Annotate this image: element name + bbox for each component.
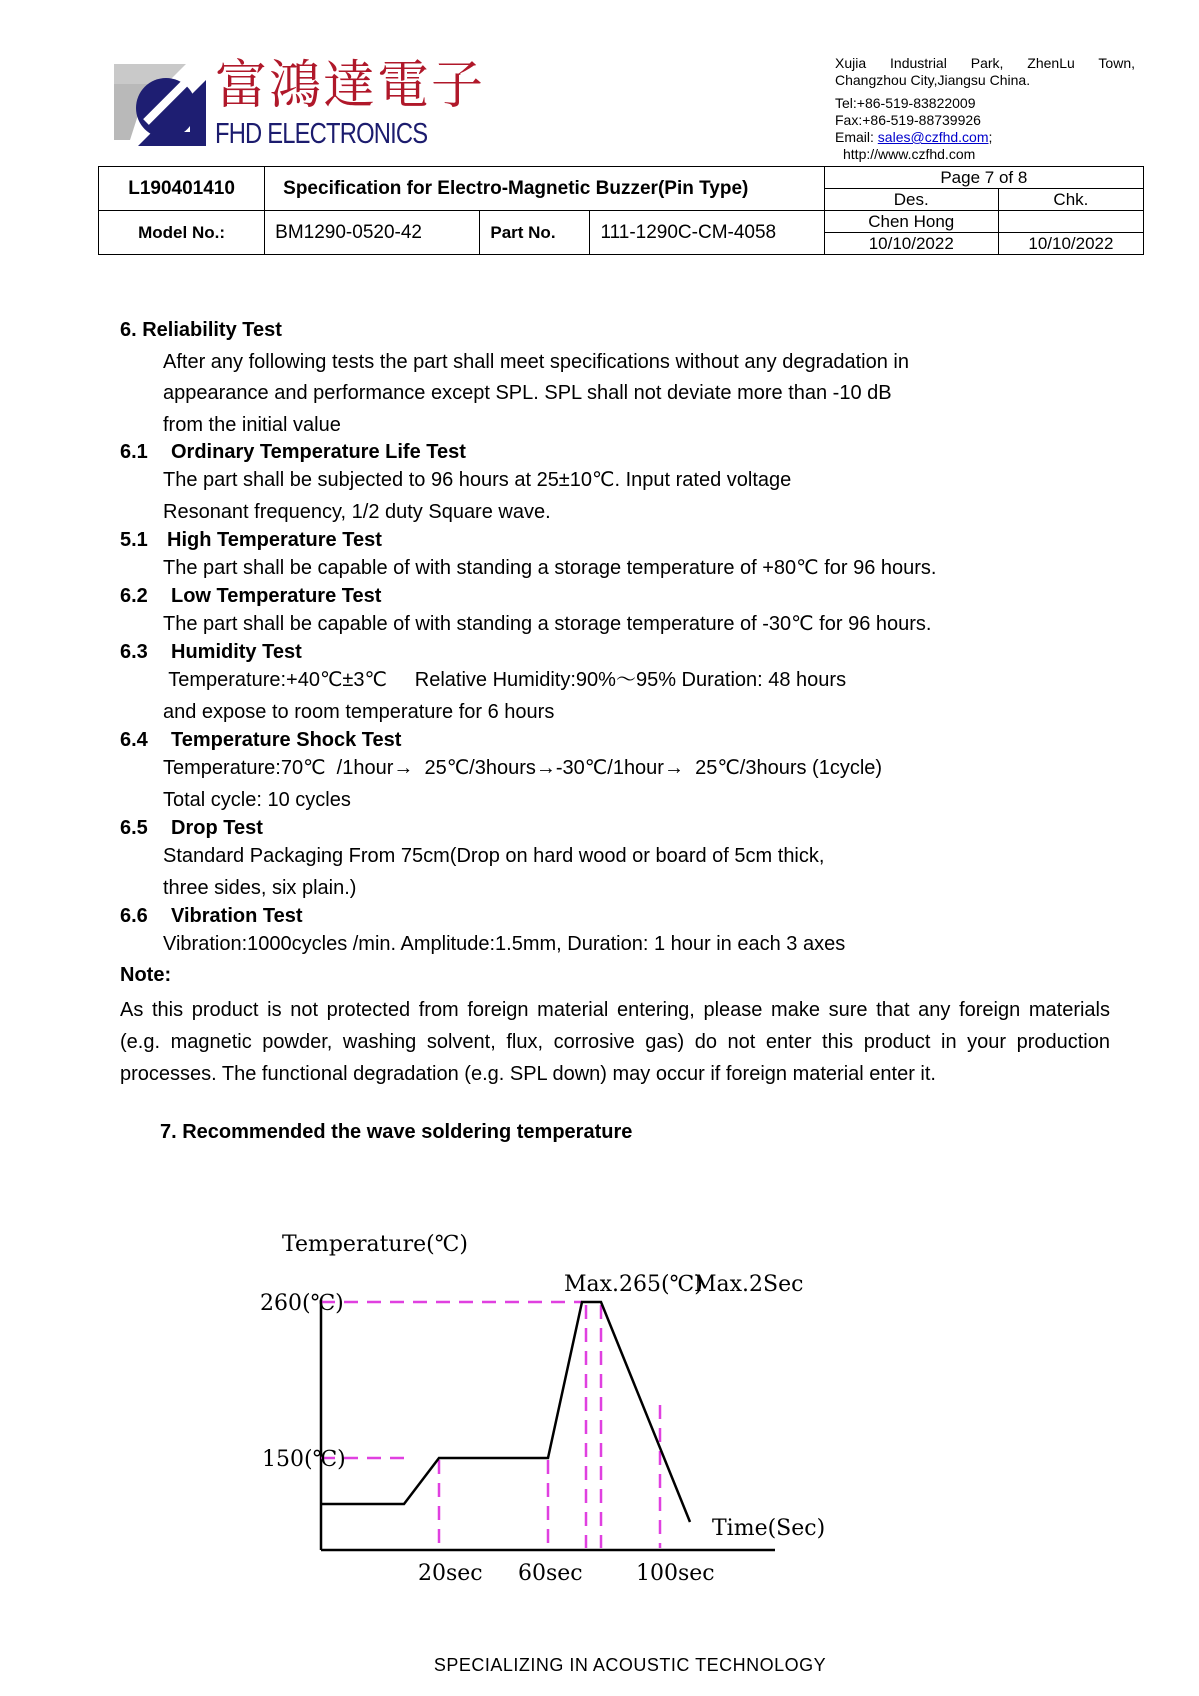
test-6-4-title: Temperature Shock Test xyxy=(171,729,402,751)
test-6-3-title: Humidity Test xyxy=(171,641,302,663)
spec-header-table xyxy=(98,166,1144,255)
model-number: BM1290-0520-42 xyxy=(265,211,480,255)
test-6-3-line-2: and expose to room temperature for 6 hours xyxy=(163,701,555,723)
part-number: 111-1290C-CM-4058 xyxy=(590,211,824,255)
test-6-6-line-1: Vibration:1000cycles /min. Amplitude:1.5mm, Duration: 1 hour in each 3 axes xyxy=(163,933,846,955)
section-6-line-3: from the initial value xyxy=(163,414,341,436)
logo-text-en: FHD ELECTRONICS xyxy=(215,118,428,150)
page-footer: SPECIALIZING IN ACOUSTIC TECHNOLOGY xyxy=(433,1655,827,1675)
test-6-4-line-1: Temperature:70℃ /1hour→ 25℃/3hours→-30℃/1hour→ 25℃/3hours (1cycle) xyxy=(163,757,883,779)
y-tick-260: 260(℃) xyxy=(260,1291,344,1316)
section-6-heading: 6. Reliability Test xyxy=(120,319,282,341)
x-tick-20sec: 20sec xyxy=(418,1561,483,1586)
address-email-row xyxy=(835,129,1135,146)
test-6-3-line-1: Temperature:+40℃±3℃ Relative Humidity:90%～95% Duration: 48 hours xyxy=(163,669,847,691)
note-line-1: As this product is not protected from foreign material entering, please make sure that any foreign materials xyxy=(120,999,1110,1021)
test-6-6-number: 6.6 xyxy=(120,905,148,927)
test-6-2-title: Low Temperature Test xyxy=(171,585,382,607)
test-6-4-line-2: Total cycle: 10 cycles xyxy=(163,789,351,811)
address-line-1: Xujia Industrial Park, ZhenLu Town, xyxy=(835,55,1135,71)
section-7-heading: 7. Recommended the wave soldering temperature xyxy=(160,1121,633,1143)
test-6-3-number: 6.3 xyxy=(120,641,148,663)
annotation-max-time: Max.2Sec xyxy=(694,1272,804,1297)
address-line-2: Changzhou City,Jiangsu China. xyxy=(835,72,1031,88)
test-5-1-title: High Temperature Test xyxy=(167,529,382,551)
test-6-5-number: 6.5 xyxy=(120,817,148,839)
test-6-6-title: Vibration Test xyxy=(171,905,303,927)
address-tel: Tel:+86-519-83822009 xyxy=(835,95,976,111)
logo-text-cn: 富鴻達電子 xyxy=(215,56,486,116)
test-6-1-line-2: Resonant frequency, 1/2 duty Square wave. xyxy=(163,501,551,523)
test-5-1-number: 5.1 xyxy=(120,529,148,551)
logo-mark-icon xyxy=(108,60,208,152)
email-suffix: ; xyxy=(988,129,993,145)
company-address xyxy=(835,55,1135,163)
soldering-profile-chart xyxy=(230,1210,830,1600)
x-tick-100sec: 100sec xyxy=(636,1561,715,1586)
test-6-5-line-1: Standard Packaging From 75cm(Drop on hard wood or board of 5cm thick, xyxy=(163,845,825,867)
designer-date: 10/10/2022 xyxy=(824,233,998,255)
part-label: Part No. xyxy=(480,211,590,255)
model-label: Model No.: xyxy=(99,211,265,255)
spec-title: Specification for Electro-Magnetic Buzzer(Pin Type) xyxy=(265,167,825,211)
email-link[interactable]: sales@czfhd.com xyxy=(877,129,989,145)
y-axis-label: Temperature(℃) xyxy=(282,1232,468,1257)
temperature-profile-line xyxy=(321,1302,690,1522)
chk-label: Chk. xyxy=(998,189,1143,211)
test-6-2-line-1: The part shall be capable of with standing a storage temperature of -30℃ for 96 hours. xyxy=(163,613,932,635)
x-axis-label: Time(Sec) xyxy=(712,1516,826,1541)
test-6-5-title: Drop Test xyxy=(171,817,263,839)
page-indicator: Page 7 of 8 xyxy=(824,167,1143,189)
company-logo xyxy=(108,60,208,152)
section-6-line-1: After any following tests the part shall meet specifications without any degradation in xyxy=(163,351,909,373)
note-line-2: (e.g. magnetic powder, washing solvent, flux, corrosive gas) do not enter this product in your production xyxy=(120,1031,1110,1053)
y-tick-150: 150(℃) xyxy=(262,1447,346,1472)
des-label: Des. xyxy=(824,189,998,211)
test-6-1-line-1: The part shall be subjected to 96 hours at 25±10℃. Input rated voltage xyxy=(163,469,792,491)
checker-name xyxy=(998,211,1143,233)
x-tick-60sec: 60sec xyxy=(518,1561,583,1586)
note-title: Note: xyxy=(120,964,172,986)
address-fax: Fax:+86-519-88739926 xyxy=(835,112,981,128)
annotation-max-temp: Max.265(℃) xyxy=(564,1272,703,1297)
test-6-4-number: 6.4 xyxy=(120,729,148,751)
checker-date: 10/10/2022 xyxy=(998,233,1143,255)
test-6-1-title: Ordinary Temperature Life Test xyxy=(171,441,466,463)
test-6-2-number: 6.2 xyxy=(120,585,148,607)
email-label: Email: xyxy=(835,129,878,145)
section-6-line-2: appearance and performance except SPL. SPL shall not deviate more than -10 dB xyxy=(163,382,892,404)
website-link[interactable]: http://www.czfhd.com xyxy=(843,146,976,162)
test-6-5-line-2: three sides, six plain.) xyxy=(163,877,357,899)
note-line-3: processes. The functional degradation (e.g. SPL down) may occur if foreign material enter it. xyxy=(120,1063,936,1085)
designer-name: Chen Hong xyxy=(824,211,998,233)
test-5-1-line-1: The part shall be capable of with standing a storage temperature of +80℃ for 96 hours. xyxy=(163,557,937,579)
doc-number: L190401410 xyxy=(99,167,265,211)
note-body xyxy=(120,994,1110,1090)
test-6-1-number: 6.1 xyxy=(120,441,148,463)
